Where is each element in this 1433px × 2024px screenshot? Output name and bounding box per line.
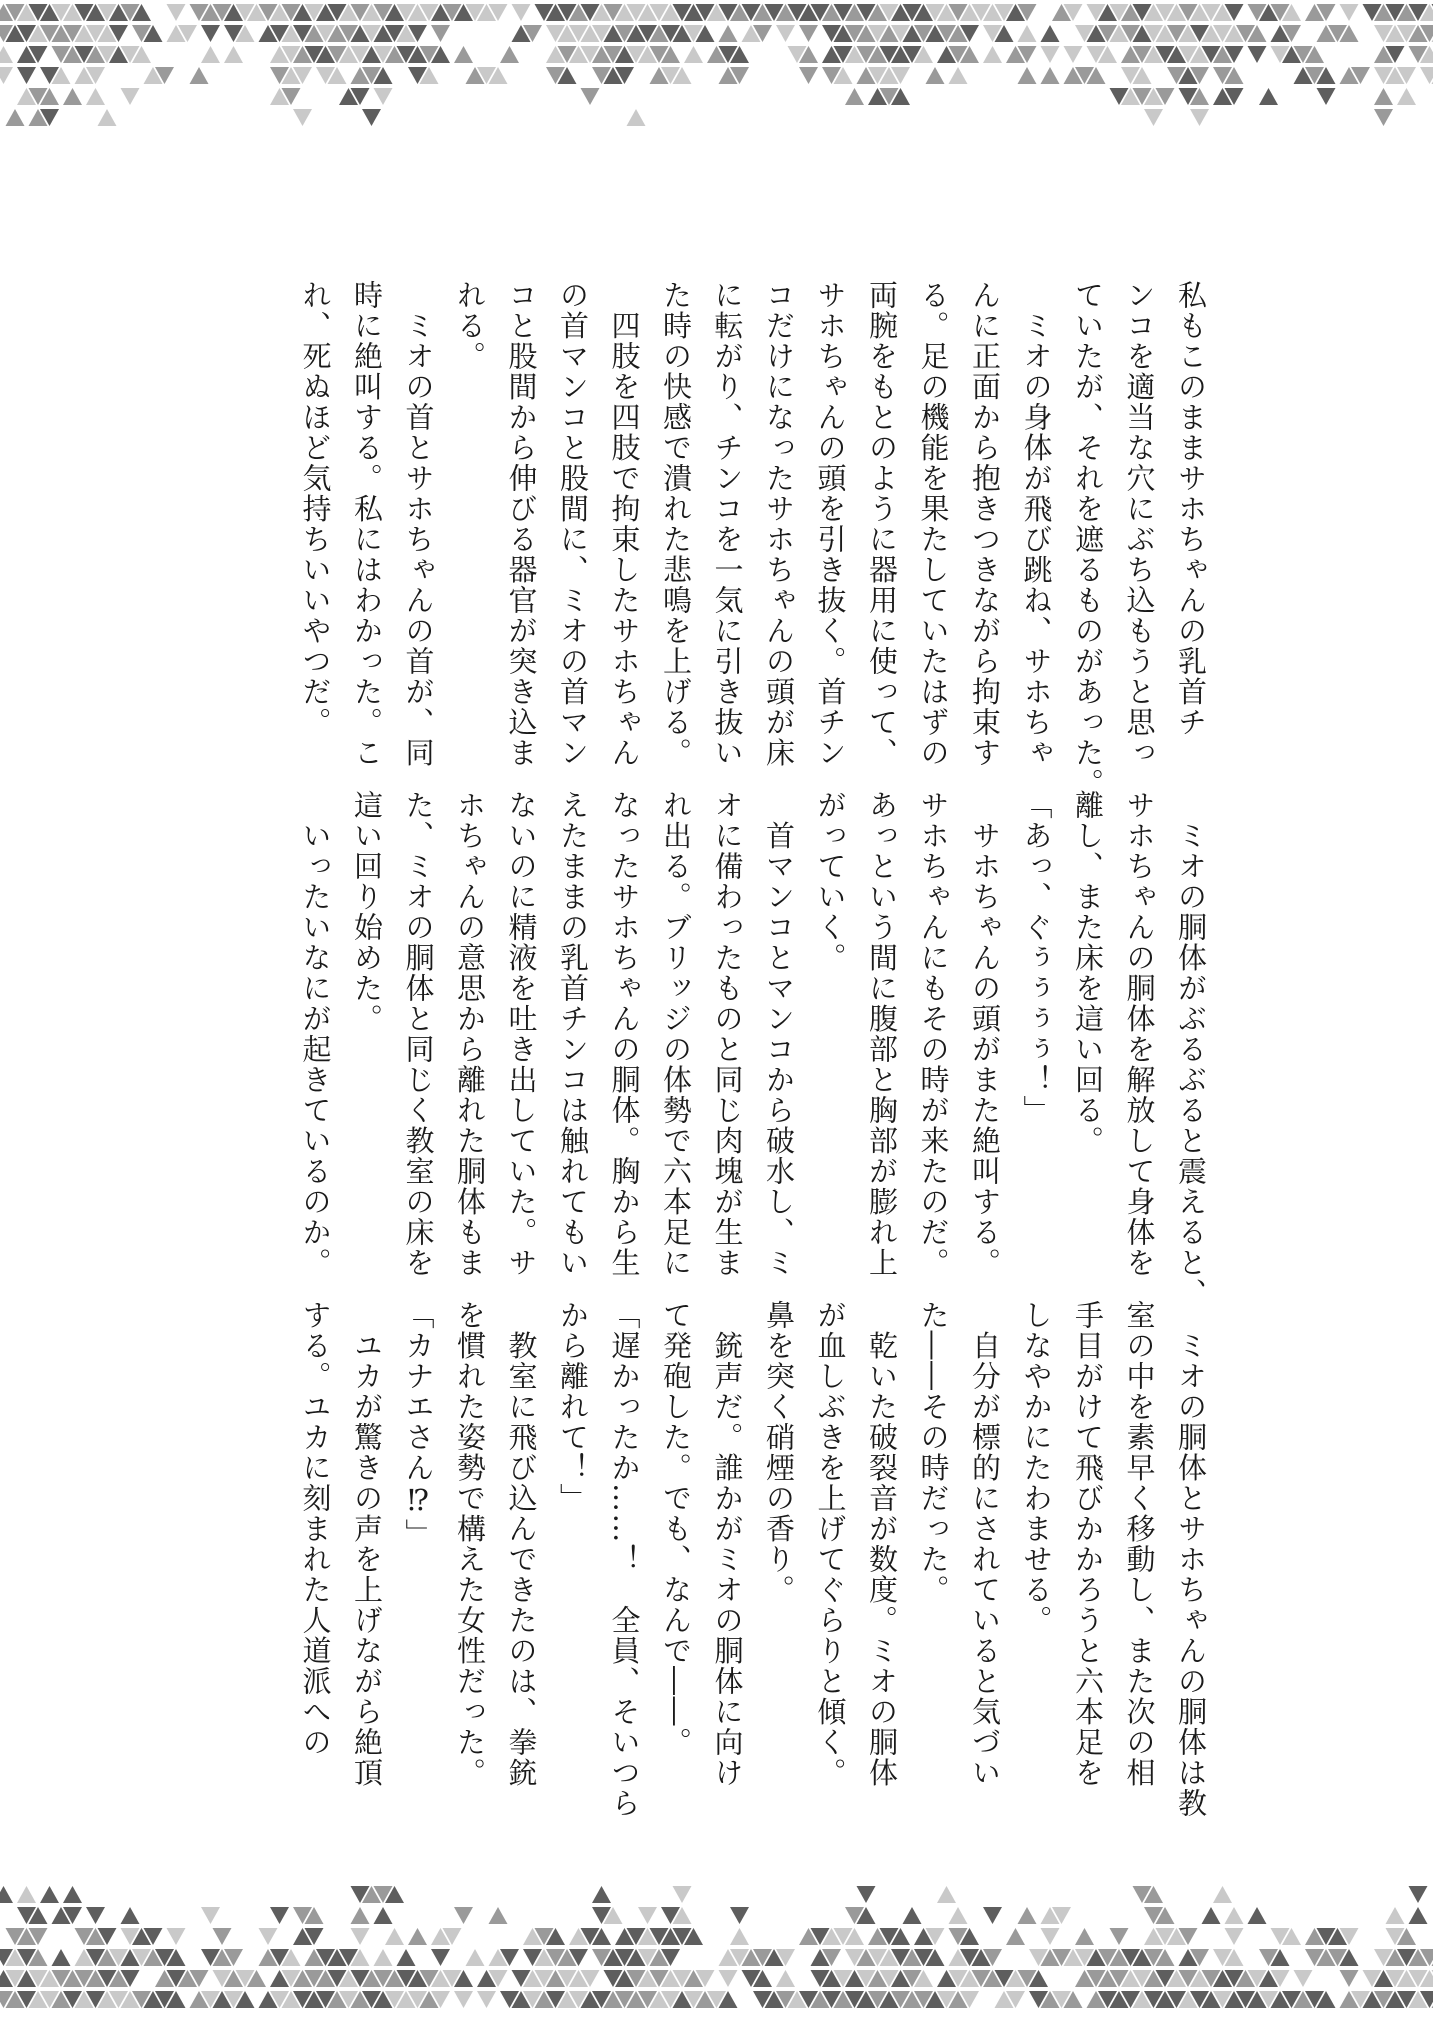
pattern-triangle	[98, 109, 117, 126]
pattern-triangle	[512, 4, 531, 21]
pattern-triangle	[454, 1907, 473, 1924]
text-line: る。足の機能を果たしていたはずの	[916, 280, 951, 768]
pattern-triangle	[719, 1970, 738, 1987]
pattern-triangle	[224, 46, 243, 63]
pattern-triangle	[627, 109, 646, 126]
text-line: ユカが驚きの声を上げながら絶頂	[350, 1300, 384, 1788]
pattern-triangle	[1018, 25, 1037, 42]
text-line: えたままの乳首チンコは触れてもい	[556, 790, 590, 1278]
top-triangle-border	[0, 0, 1433, 140]
text-line: 這い回り始めた。	[350, 790, 384, 1034]
pattern-triangle	[1213, 1886, 1232, 1903]
pattern-triangle	[362, 109, 381, 126]
pattern-triangle	[1259, 88, 1278, 105]
pattern-triangle	[500, 46, 519, 63]
pattern-triangle	[1018, 67, 1037, 84]
pattern-triangle	[1041, 1928, 1060, 1945]
text-line: 両腕をもとのように器用に使って、	[865, 280, 899, 768]
pattern-triangle	[351, 1907, 370, 1924]
text-line: 四肢を四肢で拘束したサホちゃん	[607, 280, 642, 768]
pattern-triangle	[983, 46, 1002, 63]
pattern-triangle	[201, 1907, 220, 1924]
text-line: 「遅かったか……！ 全員、そいつら	[607, 1300, 642, 1819]
text-line: 「あっ、ぐぅぅぅぅ！」	[1019, 790, 1054, 1126]
pattern-triangle	[0, 67, 13, 84]
pattern-triangle	[17, 1886, 36, 1903]
text-line: から離れて！」	[556, 1300, 590, 1514]
text-line: 室の中を素早く移動し、また次の相	[1122, 1300, 1157, 1788]
pattern-triangle	[52, 1949, 71, 1966]
pattern-triangle	[1317, 88, 1336, 105]
pattern-triangle	[1202, 1907, 1221, 1924]
text-line: 離し、また床を這い回る。	[1071, 790, 1105, 1156]
pattern-triangle	[374, 1907, 393, 1924]
pattern-triangle	[259, 1928, 278, 1945]
pattern-triangle	[374, 88, 393, 105]
text-block-middle	[289, 790, 1216, 1309]
pattern-triangle	[397, 1949, 416, 1966]
pattern-triangle	[1064, 46, 1083, 63]
pattern-triangle	[857, 1886, 876, 1903]
pattern-triangle	[983, 1907, 1002, 1924]
pattern-triangle	[730, 1928, 749, 1945]
pattern-triangle	[719, 25, 738, 42]
pattern-triangle	[592, 1886, 611, 1903]
pattern-triangle	[385, 1928, 404, 1945]
text-line: れる。	[453, 280, 487, 372]
text-line: オに備わったものと同じ肉塊が生ま	[710, 790, 745, 1278]
text-line: ンコを適当な穴にぶち込もうと思っ	[1122, 280, 1157, 768]
text-line: なったサホちゃんの胴体。胸から生	[607, 790, 642, 1278]
text-line: れ出る。ブリッジの体勢で六本足に	[659, 790, 693, 1278]
pattern-triangle	[1041, 67, 1060, 84]
pattern-triangle	[937, 1886, 956, 1903]
text-line: を慣れた姿勢で構えた女性だった。	[453, 1300, 487, 1788]
text-line: ホちゃんの意思から離れた胴体もま	[453, 790, 487, 1278]
pattern-triangle	[1340, 1970, 1359, 1987]
text-line: 鼻を突く硝煙の香り。	[762, 1300, 796, 1605]
pattern-triangle	[6, 109, 25, 126]
pattern-triangle	[581, 88, 600, 105]
pattern-triangle	[1248, 46, 1267, 63]
text-line: 首マンコとマンコから破水し、ミ	[762, 790, 796, 1278]
text-line: が血しぶきを上げてぐらりと傾く。	[813, 1300, 848, 1788]
text-line: 教室に飛び込んできたのは、拳銃	[504, 1300, 539, 1788]
pattern-triangle	[903, 1907, 922, 1924]
pattern-triangle	[730, 1907, 749, 1924]
pattern-triangle	[121, 88, 140, 105]
text-line: あっという間に腹部と胸部が膨れ上	[865, 790, 899, 1278]
pattern-triangle	[799, 25, 818, 42]
pattern-triangle	[1420, 67, 1433, 84]
pattern-triangle	[1294, 1970, 1313, 1987]
pattern-triangle	[1144, 109, 1163, 126]
text-line: コと股間から伸びる器官が突き込ま	[504, 280, 539, 768]
pattern-triangle	[466, 1949, 485, 1966]
text-line: サホちゃんの胴体を解放して身体を	[1122, 790, 1157, 1278]
text-line: サホちゃんにもその時が来たのだ。	[916, 790, 951, 1278]
pattern-triangle	[86, 88, 105, 105]
pattern-triangle	[799, 67, 818, 84]
pattern-triangle	[86, 1907, 105, 1924]
text-line: しなやかにたわませる。	[1019, 1300, 1054, 1636]
text-line: 手目がけて飛びかかろうと六本足を	[1071, 1300, 1105, 1788]
text-line: サホちゃんの頭がまた絶叫する。	[968, 790, 1002, 1278]
pattern-triangle	[293, 109, 312, 126]
pattern-triangle	[431, 25, 450, 42]
pattern-triangle	[1110, 1928, 1129, 1945]
pattern-triangle	[63, 88, 82, 105]
pattern-triangle	[17, 67, 36, 84]
pattern-triangle	[1075, 1928, 1094, 1945]
text-line: に転がり、チンコを一気に引き抜い	[710, 280, 745, 768]
pattern-triangle	[684, 46, 703, 63]
text-line: がっていく。	[813, 790, 848, 973]
pattern-triangle	[408, 1928, 427, 1945]
pattern-triangle	[201, 46, 220, 63]
pattern-triangle	[776, 25, 795, 42]
text-line: の首マンコと股間に、ミオの首マン	[556, 280, 590, 768]
pattern-triangle	[1225, 1928, 1244, 1945]
text-line: サホちゃんの頭を引き抜く。首チン	[813, 280, 848, 768]
pattern-triangle	[776, 1970, 795, 1987]
pattern-triangle	[190, 67, 209, 84]
pattern-triangle	[121, 1907, 140, 1924]
pattern-triangle	[0, 46, 13, 63]
text-line: ミオの胴体がぶるぶると震えると、	[1174, 790, 1208, 1309]
text-line: た――その時だった。	[916, 1300, 951, 1605]
text-line: た時の快感で潰れた悲鳴を上げる。	[659, 280, 693, 768]
pattern-triangle	[1041, 46, 1060, 63]
pattern-triangle	[40, 1886, 59, 1903]
text-line: ミオの胴体とサホちゃんの胴体は教	[1174, 1300, 1208, 1819]
pattern-triangle	[845, 88, 864, 105]
pattern-triangle	[1386, 1907, 1405, 1924]
text-block-upper	[289, 280, 1216, 799]
pattern-triangle	[1006, 1928, 1025, 1945]
text-line: んに正面から抱きつきながら拘束す	[968, 280, 1002, 768]
pattern-triangle	[1409, 1907, 1428, 1924]
text-line: て発砲した。でも、なんで――。	[659, 1300, 693, 1758]
pattern-triangle	[638, 1907, 657, 1924]
text-block-lower	[289, 1300, 1216, 1830]
pattern-triangle	[949, 1907, 968, 1924]
pattern-triangle	[454, 1991, 473, 2008]
text-line: ていたが、それを遮るものがあった。	[1071, 280, 1105, 799]
pattern-triangle	[201, 25, 220, 42]
pattern-triangle	[1190, 109, 1209, 126]
pattern-triangle	[1397, 88, 1416, 105]
text-line: れ、死ぬほど気持ちいいやつだ。	[298, 280, 333, 738]
pattern-triangle	[1409, 1886, 1428, 1903]
pattern-triangle	[1225, 1907, 1244, 1924]
pattern-triangle	[0, 1886, 13, 1903]
pattern-triangle	[1374, 88, 1393, 105]
text-line: コだけになったサホちゃんの頭が床	[762, 280, 796, 768]
pattern-triangle	[1248, 1907, 1267, 1924]
pattern-triangle	[477, 1991, 496, 2008]
text-line: 銃声だ。誰かがミオの胴体に向け	[710, 1300, 745, 1788]
pattern-triangle	[489, 1907, 508, 1924]
pattern-triangle	[374, 1949, 393, 1966]
pattern-triangle	[454, 46, 473, 63]
pattern-triangle	[673, 1886, 692, 1903]
pattern-triangle	[270, 1907, 289, 1924]
text-line: 時に絶叫する。私にはわかった。こ	[350, 280, 384, 768]
pattern-triangle	[926, 67, 945, 84]
text-line: 「カナエさん⁉」	[401, 1300, 436, 1549]
pattern-triangle	[949, 67, 968, 84]
text-line: ないのに精液を吐き出していた。サ	[504, 790, 539, 1278]
pattern-triangle	[167, 1928, 186, 1945]
text-line: 私もこのままサホちゃんの乳首チ	[1174, 280, 1208, 738]
bottom-triangle-border	[0, 1880, 1433, 2024]
text-line: た、ミオの胴体と同じく教室の床を	[401, 790, 436, 1278]
pattern-triangle	[431, 1949, 450, 1966]
pattern-triangle	[1340, 4, 1359, 21]
pattern-triangle	[351, 1928, 370, 1945]
text-line: ミオの身体が飛び跳ね、サホちゃ	[1019, 280, 1054, 768]
pattern-triangle	[1041, 25, 1060, 42]
pattern-triangle	[1374, 109, 1393, 126]
text-line: ミオの首とサホちゃんの首が、同	[401, 280, 436, 768]
text-line: いったいなにが起きているのか。	[298, 790, 333, 1278]
pattern-triangle	[213, 1928, 232, 1945]
pattern-triangle	[63, 1886, 82, 1903]
text-line: する。ユカに刻まれた人道派への	[298, 1300, 333, 1758]
pattern-triangle	[1018, 1907, 1037, 1924]
pattern-triangle	[167, 4, 186, 21]
text-line: 乾いた破裂音が数度。ミオの胴体	[865, 1300, 899, 1788]
text-line: 自分が標的にされていると気づい	[968, 1300, 1002, 1788]
